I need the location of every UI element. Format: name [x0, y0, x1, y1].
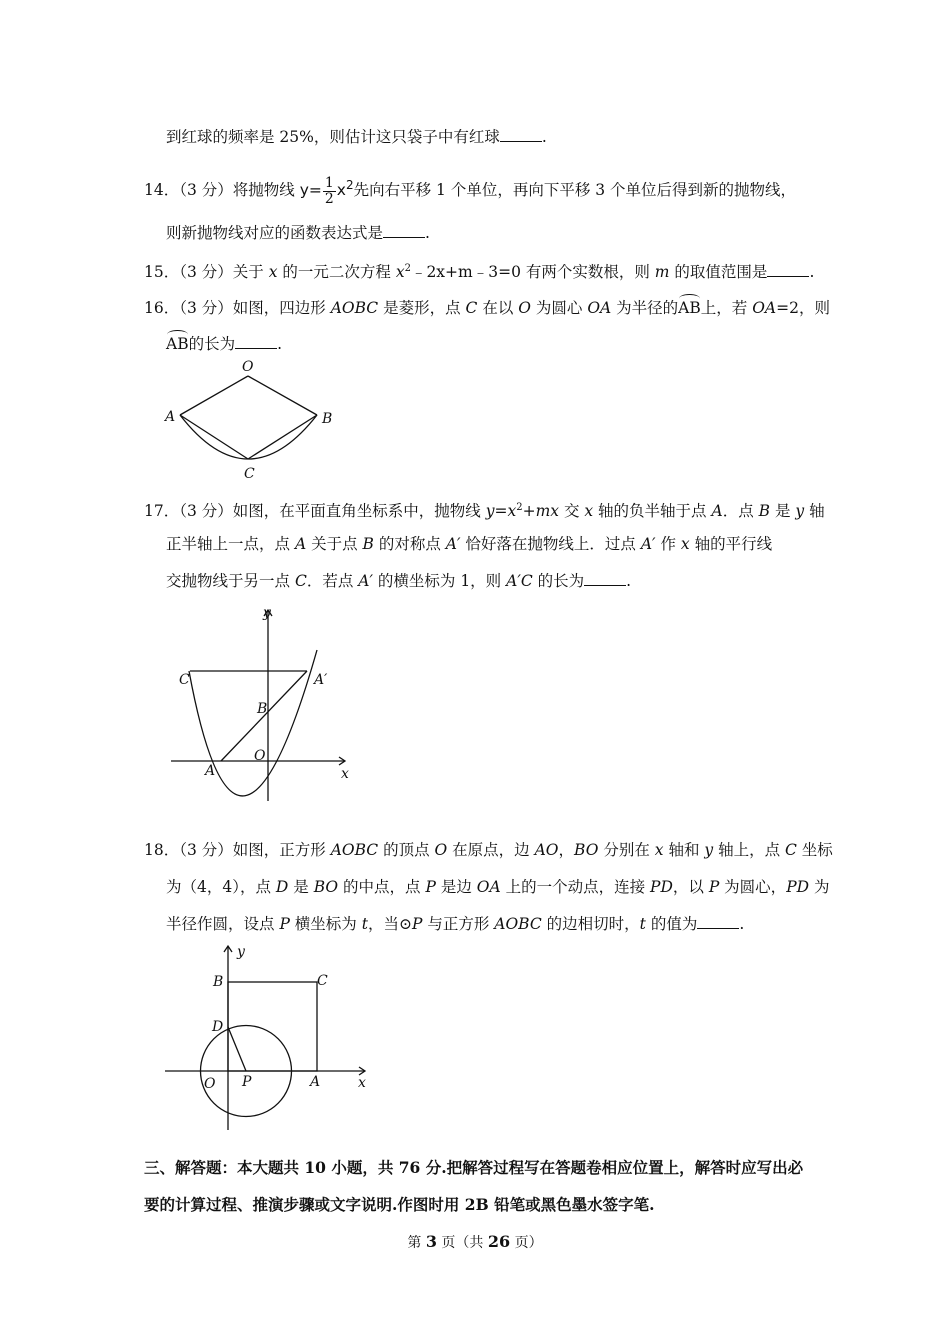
answer-blank [235, 334, 277, 349]
arc-symbol: AB [166, 330, 189, 354]
label-x: x [358, 1075, 366, 1091]
answer-blank [767, 262, 809, 277]
segment-ao [180, 376, 248, 415]
arc-symbol: AB [678, 294, 701, 318]
label-d: D [212, 1019, 224, 1035]
arc-ab [180, 415, 317, 459]
answer-blank [500, 127, 542, 142]
segment-ob [248, 376, 317, 415]
q16-figure [160, 355, 340, 485]
label-p: P [242, 1074, 252, 1090]
label-c: C [317, 973, 328, 989]
label-c: C [179, 672, 190, 688]
q18-line3: 半径作圆，设点 P 横坐标为 t，当⊙P 与正方形 AOBC 的边相切时，t 的值为 . [166, 915, 745, 933]
section-3-heading-cont: 要的计算过程、推演步骤或文字说明.作图时用 2B 铅笔或黑色墨水签字笔. [144, 1195, 655, 1214]
q16-line1: 16．（3 分）如图，四边形 AOBC 是菱形，点 C 在以 O 为圆心 OA 为半径的AB上，若 OA=2，则 [144, 294, 830, 318]
q17-line3: 交抛物线于另一点 C．若点 A′ 的横坐标为 1，则 A′C 的长为 . [166, 572, 632, 590]
label-y: y [263, 605, 271, 621]
segment-pd [228, 1027, 246, 1071]
label-o: O [204, 1076, 216, 1092]
q17-figure [165, 598, 365, 808]
answer-blank [584, 571, 626, 586]
label-o: O [254, 748, 266, 764]
segment-ac [180, 415, 248, 459]
q16-line2: AB的长为 . [166, 330, 282, 354]
label-x: x [341, 766, 349, 782]
segment-cb [248, 415, 317, 459]
q15-line: 15．（3 分）关于 x 的一元二次方程 $x^2﹣2x+m﹣3=0$ 有两个实数根，则 m 的取值范围是 . [144, 263, 815, 282]
q13-line: 到红球的频率是 25%，则估计这只袋子中有红球 . [166, 128, 547, 146]
label-a: A [205, 763, 216, 779]
fraction: $\frac{1}{2}$ [324, 174, 334, 207]
label-b: B [257, 701, 268, 717]
square-aobc [228, 982, 317, 1071]
q14-line2: 则新抛物线对应的函数表达式是 . [166, 224, 430, 242]
answer-blank [383, 223, 425, 238]
label-o: O [242, 359, 254, 375]
page-footer: 第 3 页（共 26 页） [407, 1232, 543, 1251]
label-a: A [310, 1074, 321, 1090]
label-c: C [244, 466, 255, 482]
label-b: B [322, 411, 333, 427]
label-b: B [213, 974, 224, 990]
section-3-heading: 三、解答题：本大题共 10 小题，共 76 分.把解答过程写在答题卷相应位置上，解答时应写出必 [144, 1158, 804, 1177]
q17-line2: 正半轴上一点，点 A 关于点 B 的对称点 A′ 恰好落在抛物线上．过点 A′ 作 x 轴的平行线 [166, 535, 773, 553]
label-a: A [165, 409, 176, 425]
q14-line1: 14．（3 分）将抛物线 y= $\frac{1}{2}$ $x^2$先向右平移 1 个单位，再向下平移 3 个单位后得到新的抛物线， [144, 174, 797, 207]
q18-line2: 为（4，4），点 D 是 BO 的中点，点 P 是边 OA 上的一个动点，连接 PD，以 P 为圆心，PD 为 [166, 878, 830, 896]
q18-figure [160, 940, 380, 1150]
answer-blank [697, 914, 739, 929]
label-y: y [237, 944, 245, 960]
q17-line1: 17．（3 分）如图，在平面直角坐标系中，抛物线 $y=x^2+mx$ 交 x 轴的负半轴于点 A．点 B 是 y 轴 [144, 502, 825, 521]
q18-line1: 18．（3 分）如图，正方形 AOBC 的顶点 O 在原点，边 AO，BO 分别在 x 轴和 y 轴上，点 C 坐标 [144, 841, 833, 859]
label-aprime: A′ [314, 672, 328, 688]
